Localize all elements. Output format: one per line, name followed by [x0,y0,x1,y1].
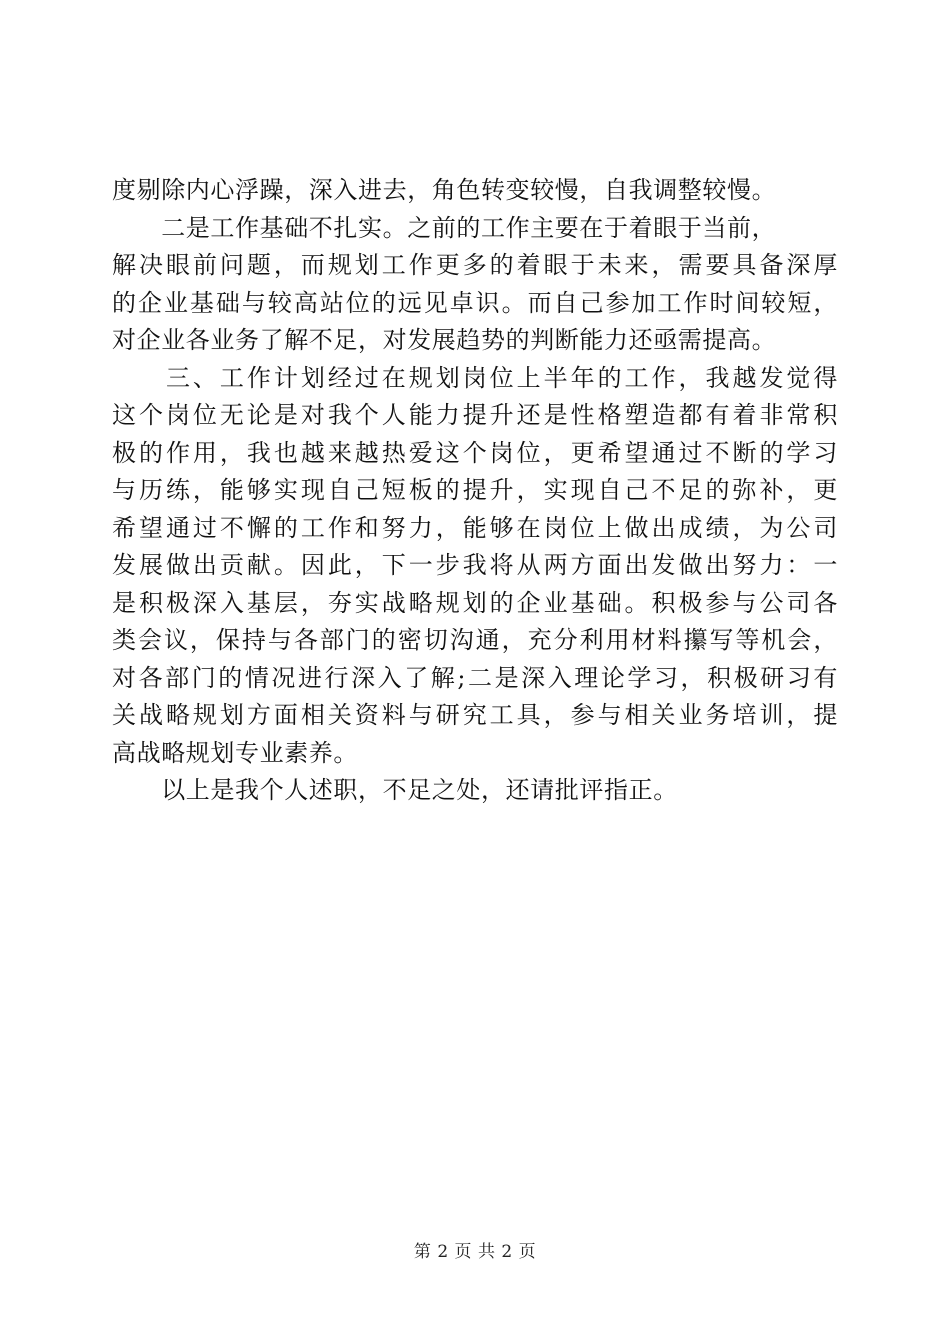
text-line: 关战略规划方面相关资料与研究工具，参与相关业务培训，提 [112,701,838,729]
text-line: 三、工作计划经过在规划岗位上半年的工作，我越发觉得 [112,363,838,392]
text-line: 以上是我个人述职，不足之处，还请批评指正。 [112,776,678,804]
text-line: 二是工作基础不扎实。之前的工作主要在于着眼于当前， [112,213,777,242]
body-text [112,172,838,810]
text-line: 的企业基础与较高站位的远见卓识。而自己参加工作时间较短， [112,288,838,317]
text-line: 极的作用，我也越来越热爱这个岗位，更希望通过不断的学习 [112,438,838,467]
text-line: 这个岗位无论是对我个人能力提升还是性格塑造都有着非常积 [112,401,838,429]
text-line: 发展做出贡献。因此，下一步我将从两方面出发做出努力：一 [112,551,838,579]
text-line: 对企业各业务了解不足，对发展趋势的判断能力还亟需提高。 [112,326,777,354]
text-line: 与历练，能够实现自己短板的提升，实现自己不足的弥补，更 [112,476,838,504]
text-line: 度剔除内心浮躁，深入进去，角色转变较慢，自我调整较慢。 [112,176,777,204]
text-line: 解决眼前问题，而规划工作更多的着眼于未来，需要具备深厚 [112,251,838,279]
page-footer: 第 2 页 共 2 页 [413,1242,537,1262]
text-line: 对各部门的情况进行深入了解;二是深入理论学习，积极研习有 [112,663,838,692]
text-line: 类会议，保持与各部门的密切沟通，充分利用材料攥写等机会， [112,626,838,654]
text-line: 希望通过不懈的工作和努力，能够在岗位上做出成绩，为公司 [112,513,838,542]
text-line: 是积极深入基层，夯实战略规划的企业基础。积极参与公司各 [112,588,838,617]
text-line: 高战略规划专业素养。 [112,738,358,767]
